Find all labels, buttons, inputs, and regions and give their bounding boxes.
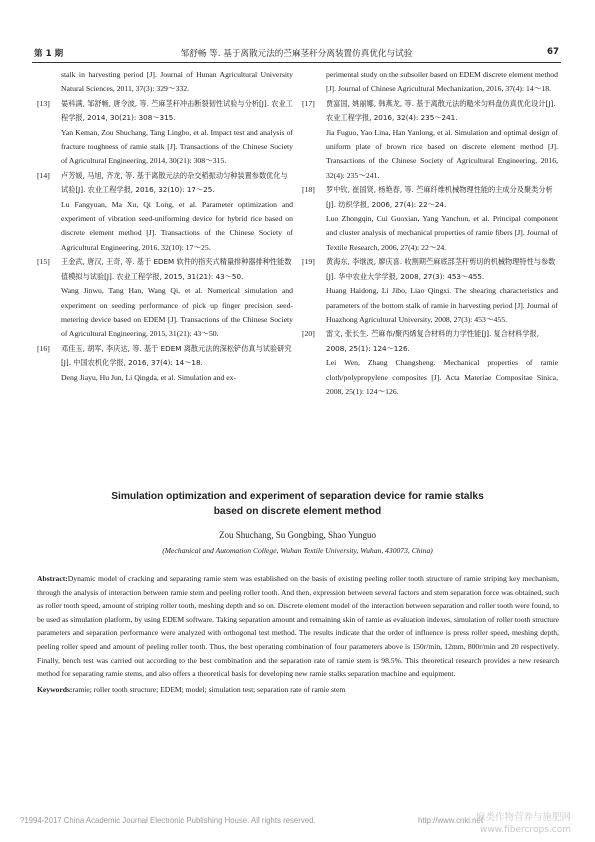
reference-number: [15] (37, 257, 50, 267)
author-list: Zou Shuchang, Su Gongbing, Shao Yunguo (219, 530, 376, 540)
references-left-column (37, 68, 293, 385)
reference-chinese: 贾富国, 姚丽娜, 韩燕龙, 等. 基于离散元法的糙米匀料盘仿真优化设计[J]. 农业工程学报, 2016, 32(4): 235～241. (326, 98, 556, 123)
reference-item (302, 97, 558, 183)
running-header (32, 44, 561, 63)
reference-english: Yan Keman, Zou Shuchang, Tang Lingbo, et al. Impact test and analysis of fracture toughness of ramie stalk [J]. Transactions of the Chinese Society of Agricultural Engineering, 2014, 30(21): 308～315. (61, 127, 293, 166)
abstract-label: Abstract: (37, 574, 68, 583)
reference-continuation: stalk in harvesting period [J]. Journal of Hunan Agricultural University Natural Sciences, 2011, 37(3): 329～332. (61, 70, 293, 94)
abstract-text: Dynamic model of cracking and separating ramie stem was established on the basis of existing peeling roller tooth structure of ramie striping key mechanism, through the analysis of interaction between ramie stem and peeling roller tooth. And then, expression between several factors and stem separation force was obtained, such as roller tooth speed, amount of striping roller tooth, meshing depth and so on. Discrete element model of the interaction between separation and roller tooth were found, to be used as simulation platform, by using EDEM software. Taking separation amount and remaining skin of ramie as evaluation indexes, simulation of roller tooth structure parameters and separation performance were analyzed with orthogonal test method. The results indicate that the order of influence is press roller speed, meshing depth, peeling roller speed and amount of peeling roller tooth. Thus, the best operating combination of four parameters above is 150r/min, 12mm, 800r/min and 20 respectively. Finally, bench test was carried out according to the best combination and the separation rate of ramie stem is 98.5%. This theoretical research provides a new research method for separating ramie stems, and also offers a theoretical basis for developing new ramie stalks separation machine and equipment. (37, 574, 559, 679)
cnki-link[interactable]: http://www.cnki.net (418, 816, 484, 825)
reference-english: Deng Jiayu, Hu Jun, Li Qingda, et al. Simulation and ex- (61, 372, 237, 382)
keywords-label: Keywords: (37, 684, 73, 694)
abstract-paragraph (37, 572, 559, 681)
abstract-block (37, 572, 559, 696)
reference-item (37, 97, 293, 169)
running-title: 邹舒畅 等. 基于离散元法的苎麻茎秆分离装置仿真优化与试验 (180, 49, 413, 59)
title-line: Simulation optimization and experiment of separation device for ramie stalks (111, 491, 484, 502)
reference-english: Jia Fuguo, Yao Lina, Han Yanlong, et al. Simulation and optimal design of uniform plate of brown rice based on discrete element method [J]. Transactions of the Chinese Society of Agricultural Engineering, 2016, 32(4): 235～241. (326, 127, 558, 180)
reference-item (37, 342, 293, 385)
reference-chinese: 邓佳玉, 胡军, 李庆达, 等. 基于 EDEM 离散元法的深松铲仿真与试验研究[J]. 中国农机化学报, 2016, 37(4): 14～18. (61, 343, 292, 368)
page-number: 67 (547, 47, 559, 57)
reference-number: [18] (302, 185, 315, 195)
affiliation: (Mechanical and Automation College, Wuhan Textile University, Wuhan, 430073, China) (162, 546, 433, 555)
reference-chinese: 王金武, 唐汉, 王奇, 等. 基于 EDEM 软件的指夹式精量排种器排种性能数值模拟与试验[J]. 农业工程学报, 2015, 31(21): 43～50. (61, 257, 292, 281)
reference-english: Wang Jinwu, Tang Han, Wang Qi, et al. Numerical simulation and experiment on seeding performance of pick up finger precision seed-metering device based on EDEM [J]. Transactions of the Chinese Society of Agricultural Engineering, 2015, 31(21): 43～50. (61, 286, 293, 339)
copyright-notice: ?1994-2017 China Academic Journal Electronic Publishing House. All rights reserved. (20, 816, 316, 825)
reference-item (37, 169, 293, 255)
reference-item (302, 183, 558, 255)
issue-label: 第 1 期 (34, 49, 64, 59)
reference-number: [19] (302, 257, 315, 267)
reference-chinese: 卢芳媛, 马旭, 齐龙, 等. 基于离散元法的杂交稻振动匀种装置参数优化与试验[J]. 农业工程学报, 2016, 32(10): 17～25. (61, 170, 288, 195)
english-article-title (0, 489, 595, 519)
watermark-url: www.fibercrops.com (480, 825, 571, 835)
reference-english: Lei Wen, Zhang Changsheng. Mechanical properties of ramie cloth/polypropylene composites [J]. Acta Materiae Compositae Sinica, 2008, 25(1): 124～126. (326, 358, 558, 396)
reference-continuation: perimental study on the subsoiler based on EDEM discrete element method [J]. Journal of Chinese Agricultural Mechanization, 2016, 37(4): 14～18. (326, 70, 558, 94)
reference-chinese: 罗中钦, 崔国贤, 杨艳春, 等. 苎麻纤维机械物理性能的主成分及聚类分析[J]. 纺织学报, 2006, 27(4): 22～24. (326, 185, 553, 209)
keywords-line (37, 683, 559, 697)
reference-number: [14] (37, 170, 50, 180)
watermark-name: 麻类作物营养与施肥网 (475, 812, 571, 823)
reference-number: [13] (37, 98, 50, 108)
reference-english: Huang Haidong, Li Jibo, Liao Qingxi. The shearing characteristics and parameters of the bottom stalk of ramie in harvesting period [J]. Journal of Huazhong Agricultural University, 2008, 27(3): 453～455. (326, 286, 558, 324)
title-line: based on discrete element method (213, 506, 382, 517)
reference-number: [20] (302, 329, 315, 339)
reference-item (302, 255, 558, 327)
site-watermark (476, 812, 571, 836)
keywords-text: ramie; roller tooth structure; EDEM; model; simulation test; separation rate of ramie stem (72, 684, 346, 694)
reference-number: [16] (37, 343, 50, 353)
reference-chinese: 晏科满, 邹舒畅, 唐令波, 等. 苎麻茎秆冲击断裂韧性试验与分析[J]. 农业工程学报, 2014, 30(21): 308～315. (61, 98, 293, 123)
references-right-column (302, 68, 558, 399)
reference-english: Lu Fangyuan, Ma Xu, Qi Long, et al. Parameter optimization and experiment of vibration seed-uniforming device for hybrid rice based on discrete element method [J]. Transactions of the Chinese Society of Agricultural Engineering, 2016, 32(10): 17～25. (61, 199, 293, 252)
reference-chinese: 黄海东, 李继波, 廖庆喜. 收割期苎麻底部茎秆剪切的机械物理特性与参数[J]. 华中农业大学学报, 2008, 27(3): 453～455. (326, 257, 556, 281)
reference-item (37, 255, 293, 341)
reference-item (302, 327, 558, 399)
reference-chinese: 雷文, 张长生. 苎麻布/聚丙烯复合材料的力学性能[J]. 复合材料学报, 2008, 25(1): 124～126. (326, 329, 540, 353)
reference-english: Luo Zhongqin, Cui Guoxian, Yang Yanchun, et al. Principal component and cluster analysis of mechanical properties of ramie fibers [J]. Journal of Textile Research, 2006, 27(4): 22～24. (326, 214, 558, 252)
reference-number: [17] (302, 98, 315, 108)
